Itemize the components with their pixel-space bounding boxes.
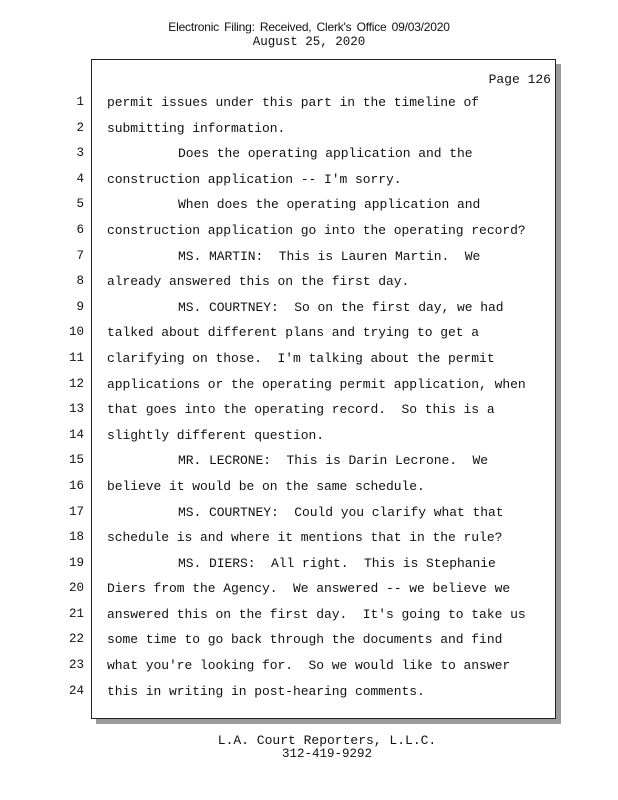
line-number: 8 — [76, 274, 84, 289]
line-number-column — [58, 94, 84, 708]
line-number: 24 — [68, 683, 84, 698]
line-number: 2 — [76, 120, 84, 135]
line-number: 13 — [68, 402, 84, 417]
transcript-line: MS. MARTIN: This is Lauren Martin. We — [178, 248, 481, 264]
line-number: 23 — [68, 658, 84, 673]
line-number: 12 — [68, 376, 84, 391]
reporter-phone: 312-419-9292 — [281, 747, 372, 761]
transcript-line: answered this on the first day. It's going to take us — [107, 606, 526, 622]
line-number: 7 — [76, 248, 84, 263]
transcript-line: MS. COURTNEY: So on the first day, we had — [178, 299, 504, 315]
transcript-line: believe it would be on the same schedule. — [107, 478, 425, 494]
transcript-line: applications or the operating permit application, when — [107, 376, 526, 392]
line-number: 16 — [68, 478, 84, 493]
line-number: 19 — [68, 555, 84, 570]
filing-stamp: Electronic Filing: Received, Clerk's Office 09/03/2020 — [168, 20, 450, 34]
transcript-line: talked about different plans and trying to get a — [107, 325, 480, 341]
transcript-line: schedule is and where it mentions that in the rule? — [107, 530, 503, 546]
line-number: 14 — [68, 427, 84, 442]
transcript-line: already answered this on the first day. — [107, 274, 410, 290]
page-number: Page 126 — [488, 72, 551, 87]
line-number: 18 — [68, 530, 84, 545]
line-number: 5 — [76, 197, 84, 212]
transcript-line: that goes into the operating record. So this is a — [107, 402, 495, 418]
line-number: 3 — [76, 146, 84, 161]
line-number: 20 — [68, 581, 84, 596]
transcript-line: this in writing in post-hearing comments. — [107, 683, 425, 699]
line-number: 11 — [68, 350, 84, 365]
line-number: 22 — [68, 632, 84, 647]
line-number: 21 — [68, 606, 84, 621]
line-number: 10 — [68, 325, 84, 340]
transcript-body — [107, 94, 552, 708]
transcript-line: MS. DIERS: All right. This is Stephanie — [178, 555, 496, 571]
transcript-line: slightly different question. — [107, 427, 325, 443]
hearing-date: August 25, 2020 — [252, 35, 366, 49]
line-number: 1 — [76, 95, 84, 109]
transcript-line: what you're looking for. So we would like to answer — [107, 658, 511, 674]
transcript-line: construction application go into the operating record? — [107, 222, 526, 238]
transcript-line: permit issues under this part in the timeline of — [107, 95, 480, 110]
line-number: 17 — [68, 504, 84, 519]
transcript-line: MS. COURTNEY: Could you clarify what that — [178, 504, 504, 520]
transcript-line: Does the operating application and the — [178, 146, 473, 162]
line-number: 15 — [68, 453, 84, 468]
line-number: 6 — [76, 222, 84, 237]
transcript-line: When does the operating application and — [178, 197, 481, 213]
reporter-name: L.A. Court Reporters, L.L.C. — [217, 733, 437, 748]
transcript-line: MR. LECRONE: This is Darin Lecrone. We — [178, 453, 489, 469]
line-number: 4 — [76, 171, 84, 186]
line-number: 9 — [76, 299, 84, 314]
transcript-line: Diers from the Agency. We answered -- we believe we — [107, 581, 511, 597]
transcript-line: submitting information. — [107, 120, 286, 136]
transcript-line: clarifying on those. I'm talking about the permit — [107, 350, 495, 366]
transcript-line: some time to go back through the documents and find — [107, 632, 503, 648]
transcript-line: construction application -- I'm sorry. — [107, 171, 402, 187]
